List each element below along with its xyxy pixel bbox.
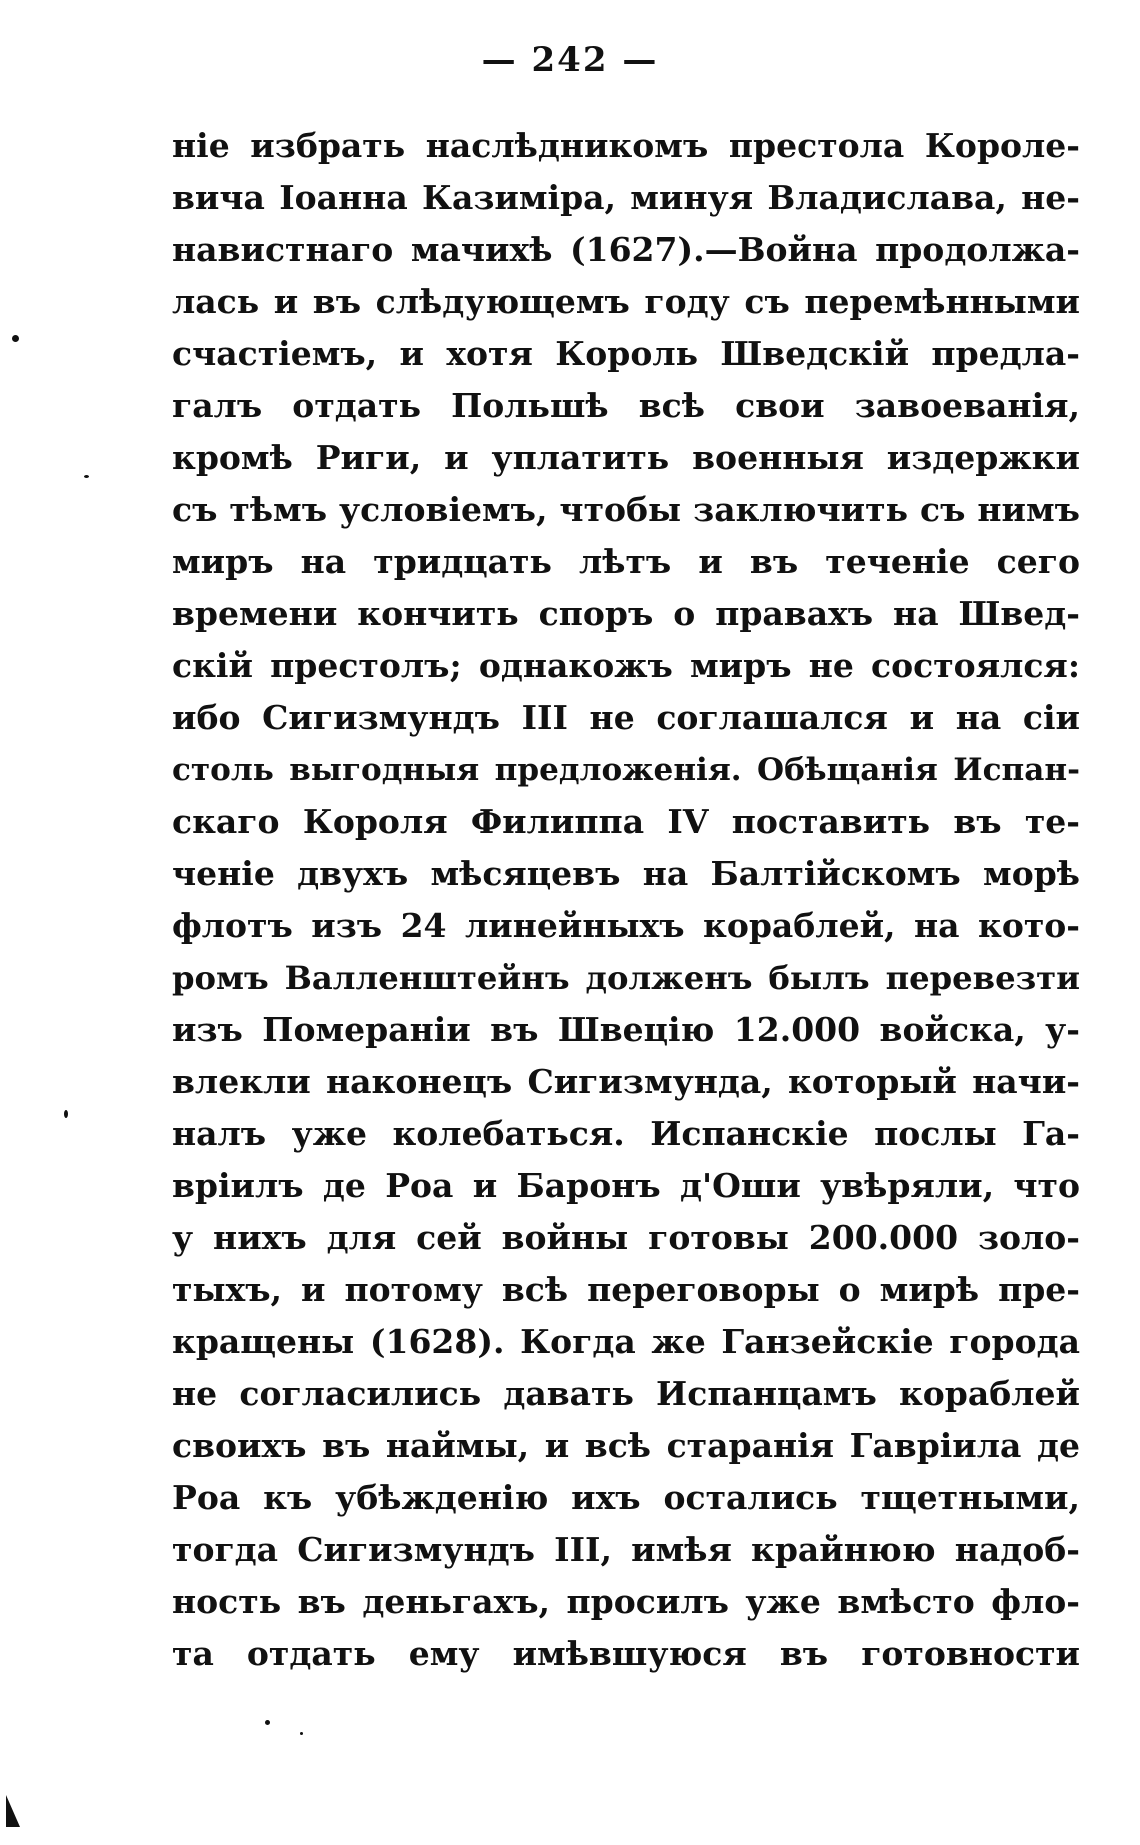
scan-speck <box>300 1732 303 1735</box>
scan-speck <box>12 335 19 342</box>
body-text <box>172 120 1080 1680</box>
text-line: та отдать ему имѣвшуюся въ готовности <box>172 1634 1080 1673</box>
text-line: ибо Сигизмундъ III не соглашался и на сіи <box>172 698 1080 737</box>
text-line: тыхъ, и потому всѣ переговоры о мирѣ пре- <box>172 1270 1080 1309</box>
text-line: вича Іоанна Казиміра, минуя Владислава, не- <box>172 178 1080 217</box>
scan-speck <box>265 1720 270 1725</box>
text-line: Роа къ убѣжденію ихъ остались тщетными, <box>172 1478 1080 1517</box>
text-line: кромѣ Риги, и уплатить военныя издержки <box>172 438 1080 477</box>
scan-speck <box>64 1110 68 1118</box>
text-line: ность въ деньгахъ, просилъ уже вмѣсто фло- <box>172 1582 1080 1621</box>
text-line: ніе избрать наслѣдникомъ престола Короле- <box>172 126 1080 165</box>
text-line: съ тѣмъ условіемъ, чтобы заключить съ нимъ <box>172 490 1080 529</box>
text-line: влекли наконецъ Сигизмунда, который начи- <box>172 1062 1080 1101</box>
text-line: изъ Помераніи въ Швецію 12.000 войска, у- <box>172 1010 1080 1049</box>
scan-speck <box>84 475 89 478</box>
text-line: скій престолъ; однакожъ миръ не состоялся: <box>172 646 1080 685</box>
text-line: счастіемъ, и хотя Король Шведскій предла- <box>172 334 1080 373</box>
scan-corner-mark <box>6 1795 20 1827</box>
text-line: тогда Сигизмундъ III, имѣя крайнюю надоб- <box>172 1530 1080 1569</box>
text-line: галъ отдать Польшѣ всѣ свои завоеванія, <box>172 386 1080 425</box>
text-line: ченіе двухъ мѣсяцевъ на Балтійскомъ морѣ <box>172 854 1080 893</box>
text-line: вріилъ де Роа и Баронъ д'Оши увѣряли, что <box>172 1166 1080 1205</box>
text-line: столь выгодныя предложенія. Обѣщанія Испан- <box>172 752 1080 788</box>
text-line: кращены (1628). Когда же Ганзейскіе города <box>172 1322 1080 1361</box>
text-line: налъ уже колебаться. Испанскіе послы Га- <box>172 1114 1080 1153</box>
text-line: времени кончить споръ о правахъ на Швед- <box>172 594 1080 633</box>
text-line: навистнаго мачихѣ (1627).—Война продолжа- <box>172 230 1080 269</box>
text-line: скаго Короля Филиппа IV поставить въ те- <box>172 802 1080 841</box>
text-line: лась и въ слѣдующемъ году съ перемѣнными <box>172 282 1080 321</box>
text-line: своихъ въ наймы, и всѣ старанія Гавріила де <box>172 1426 1080 1465</box>
text-line: ромъ Валленштейнъ долженъ былъ перевезти <box>172 959 1080 997</box>
text-line: миръ на тридцать лѣтъ и въ теченіе сего <box>172 542 1080 581</box>
text-line: у нихъ для сей войны готовы 200.000 золо- <box>172 1218 1080 1257</box>
text-line: не согласились давать Испанцамъ кораблей <box>172 1374 1080 1413</box>
page-number: — 242 — <box>481 40 659 80</box>
text-line: флотъ изъ 24 линейныхъ кораблей, на кото- <box>172 906 1080 945</box>
